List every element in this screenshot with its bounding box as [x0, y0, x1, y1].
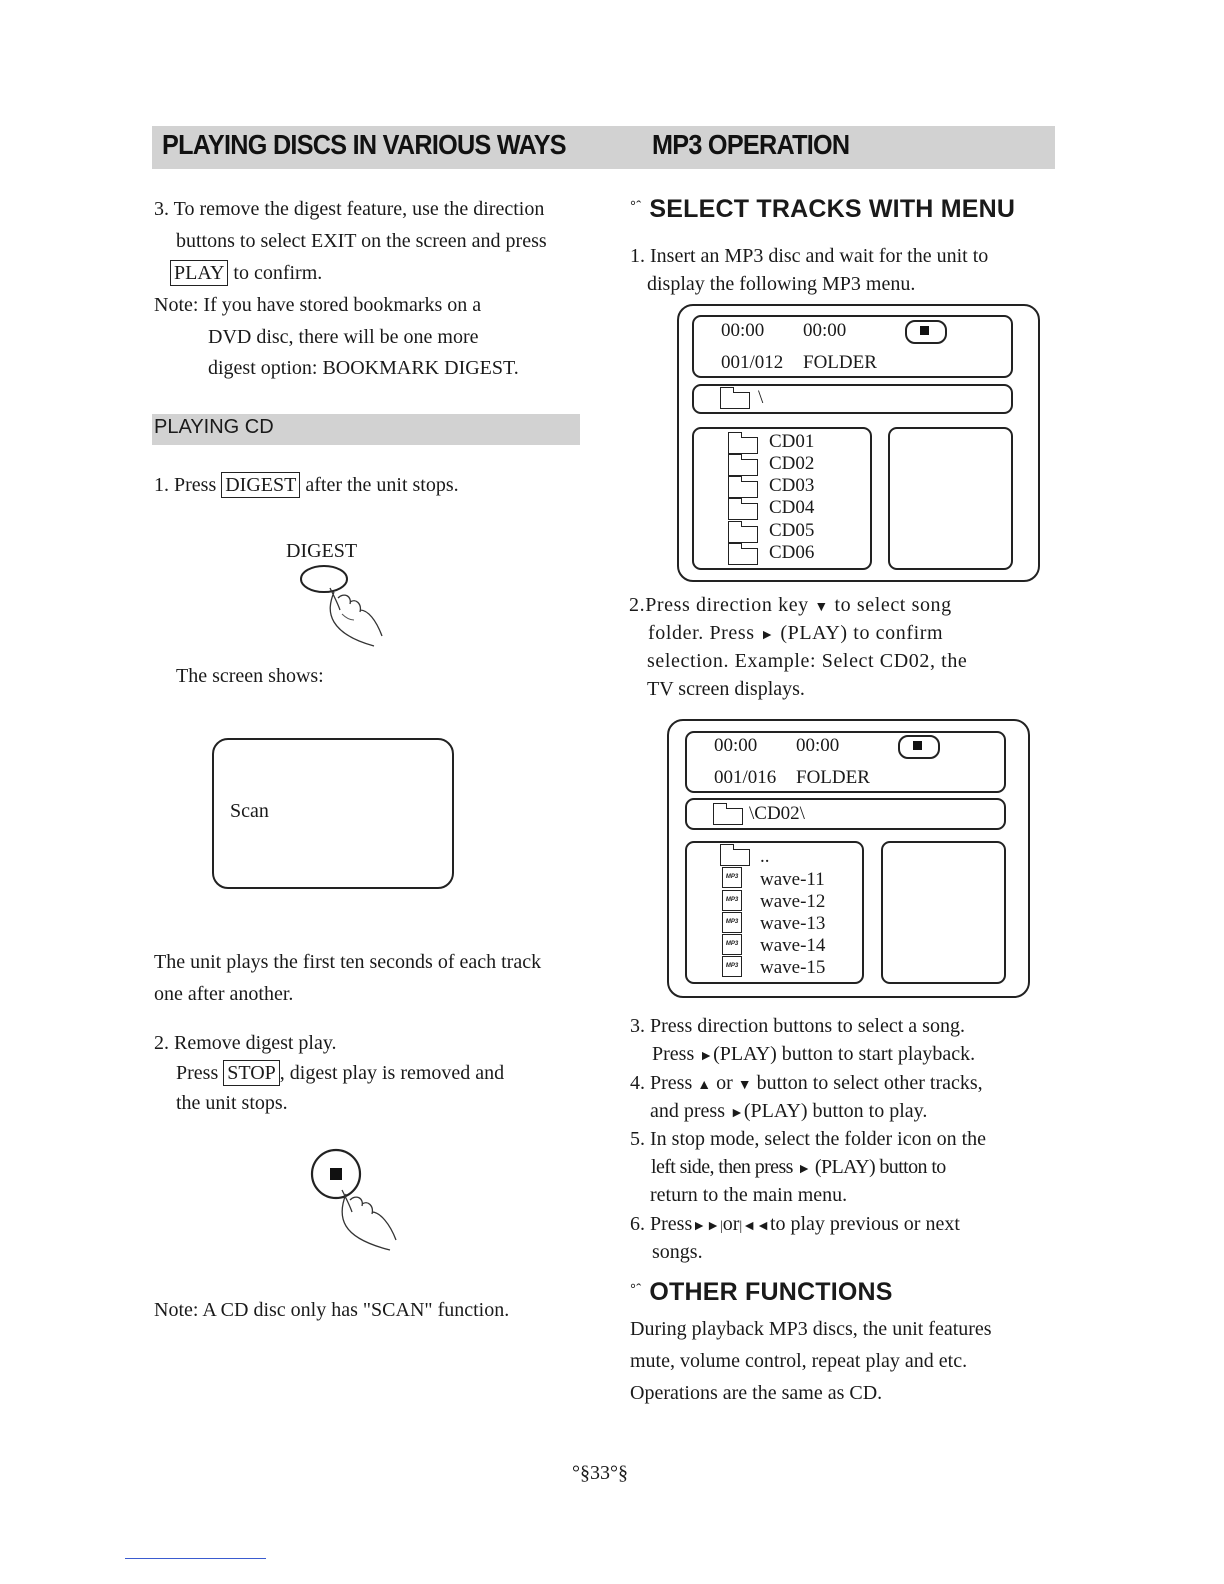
s5b-prefix: left side, then press — [651, 1156, 793, 1178]
next-track-icon: ►►| — [692, 1219, 723, 1234]
menu1-track-count: 001/012 — [721, 352, 784, 373]
parent-folder-icon — [720, 849, 750, 866]
menu1-item-cd06[interactable]: CD06 — [769, 542, 815, 563]
digest-button-label: DIGEST — [286, 540, 358, 562]
play-arrow-icon: ► — [797, 1162, 811, 1177]
mp3-file-icon: MP3 — [722, 867, 742, 888]
menu1-item-cd01[interactable]: CD01 — [769, 431, 815, 452]
step3-line1: 3. To remove the digest feature, use the direction — [154, 198, 545, 220]
down-arrow-icon: ▼ — [814, 600, 829, 615]
s4b-prefix: and press — [650, 1100, 725, 1122]
menu1-item-cd02[interactable]: CD02 — [769, 453, 815, 474]
mp3-step5-line1: 5. In stop mode, select the folder icon on the — [630, 1128, 987, 1150]
menu1-time-elapsed: 00:00 — [721, 320, 765, 341]
section-title-select-tracks — [630, 195, 1015, 224]
mp3-step2-line3: selection. Example: Select CD02, the — [647, 650, 968, 672]
mp3-step6-line2: songs. — [652, 1241, 703, 1263]
plays-text-line2: one after another. — [154, 983, 294, 1005]
menu1-item-cd04[interactable]: CD04 — [769, 497, 815, 518]
note1-line3: digest option: BOOKMARK DIGEST. — [208, 357, 519, 379]
cd-step1-suffix: after the unit stops. — [305, 474, 459, 496]
note1-line1: Note: If you have stored bookmarks on a — [154, 294, 482, 316]
s4b-suffix: (PLAY) button to play. — [743, 1100, 928, 1122]
menu2-folder-label: FOLDER — [796, 767, 870, 788]
menu2-preview-box — [881, 841, 1006, 984]
menu1-item-cd03[interactable]: CD03 — [769, 475, 815, 496]
digest-key-label: DIGEST — [221, 472, 300, 498]
mp3-step2-line1b: to select song — [834, 594, 952, 616]
s3b-suffix: (PLAY) button to start playback. — [713, 1043, 976, 1065]
other-title-text: OTHER FUNCTIONS — [649, 1278, 893, 1306]
menu1-item-cd05[interactable]: CD05 — [769, 520, 815, 541]
folder-icon — [728, 548, 758, 565]
folder-icon — [728, 459, 758, 476]
play-key-label: PLAY — [170, 260, 228, 286]
section-title-playing-cd: PLAYING CD — [154, 416, 274, 438]
step3-confirm: to confirm. — [233, 262, 323, 284]
menu2-parent-item[interactable]: .. — [760, 846, 770, 867]
other-line1: During playback MP3 discs, the unit features — [630, 1318, 992, 1340]
mp3-file-icon: MP3 — [722, 912, 742, 933]
menu2-item-wave-11[interactable]: wave-11 — [760, 869, 825, 890]
s6a-suffix: to play previous or next — [769, 1213, 960, 1235]
step2-line1: 2. Remove digest play. — [154, 1032, 337, 1054]
menu2-item-wave-13[interactable]: wave-13 — [760, 913, 826, 934]
step2-line2 — [176, 1057, 504, 1089]
mp3-step3-line1: 3. Press direction buttons to select a song. — [630, 1015, 965, 1037]
folder-icon — [728, 437, 758, 454]
play-arrow-icon: ► — [729, 1106, 744, 1121]
menu1-folder-label: FOLDER — [803, 352, 877, 373]
step3-line3 — [170, 257, 322, 289]
step2-suffix: , digest play is removed and — [279, 1062, 505, 1084]
footer-rule — [125, 1558, 266, 1559]
step2-line3: the unit stops. — [176, 1092, 288, 1114]
folder-icon — [728, 481, 758, 498]
menu1-stop-icon — [905, 320, 947, 344]
menu2-path: \CD02\ — [749, 803, 805, 824]
menu2-stop-icon — [898, 735, 940, 759]
folder-icon — [728, 526, 758, 543]
other-line3: Operations are the same as CD. — [630, 1382, 883, 1404]
mp3-file-icon: MP3 — [722, 956, 742, 977]
mp3-step2-line2b: (PLAY) to confirm — [780, 622, 944, 644]
down-arrow-icon: ▼ — [737, 1078, 752, 1093]
menu1-path: \ — [758, 387, 764, 408]
s4a-prefix: 4. Press — [630, 1072, 693, 1094]
other-line2: mute, volume control, repeat play and etc. — [630, 1350, 968, 1372]
folder-icon — [713, 808, 743, 825]
menu2-time-total: 00:00 — [796, 735, 840, 756]
cd-step1-prefix: 1. Press — [154, 474, 217, 496]
stop-key-label: STOP — [223, 1060, 280, 1086]
cd-step1 — [154, 469, 459, 501]
s4a-suffix: button to select other tracks, — [756, 1072, 983, 1094]
mp3-step2-line4: TV screen displays. — [647, 678, 805, 700]
menu2-item-wave-12[interactable]: wave-12 — [760, 891, 826, 912]
screen-shows-text: The screen shows: — [176, 665, 324, 687]
folder-icon — [728, 503, 758, 520]
mp3-step1-line1: 1. Insert an MP3 disc and wait for the unit to — [630, 245, 989, 267]
scan-screen-text: Scan — [230, 800, 269, 822]
mp3-file-icon: MP3 — [722, 890, 742, 911]
mp3-step1-line2: display the following MP3 menu. — [647, 273, 916, 295]
step3-line2: buttons to select EXIT on the screen and press — [176, 230, 547, 252]
folder-icon — [720, 392, 750, 409]
menu2-time-elapsed: 00:00 — [714, 735, 758, 756]
s4a-or: or — [716, 1072, 733, 1094]
menu2-track-count: 001/016 — [714, 767, 777, 788]
menu2-item-wave-15[interactable]: wave-15 — [760, 957, 826, 978]
menu1-time-total: 00:00 — [803, 320, 847, 341]
play-arrow-icon: ► — [760, 628, 775, 643]
up-arrow-icon: ▲ — [697, 1078, 712, 1093]
section-title-other-functions — [630, 1278, 893, 1307]
plays-text-line1: The unit plays the first ten seconds of each track — [154, 951, 542, 973]
mp3-step2-line2a: folder. Press — [648, 622, 755, 644]
mp3-step5-line3: return to the main menu. — [650, 1184, 848, 1206]
play-arrow-icon: ► — [699, 1049, 714, 1064]
page-title-right: MP3 OPERATION — [652, 129, 850, 160]
mp3-file-icon: MP3 — [722, 934, 742, 955]
note1-line2: DVD disc, there will be one more — [208, 326, 479, 348]
previous-track-icon: |◄◄ — [739, 1219, 770, 1234]
menu1-preview-box — [888, 427, 1013, 570]
bullet-glyph: °ˆ — [630, 1281, 642, 1298]
mp3-step2-line1a: 2.Press direction key — [629, 594, 809, 616]
s6a-prefix: 6. Press — [630, 1213, 693, 1235]
step2-prefix: Press — [176, 1062, 219, 1084]
note2: Note: A CD disc only has "SCAN" function. — [154, 1299, 510, 1321]
s5b-suffix: (PLAY) button to — [814, 1156, 946, 1178]
page-number: °§33°§ — [572, 1462, 628, 1484]
hand-pressing-stop-icon — [300, 1146, 420, 1256]
hand-pressing-digest-icon — [290, 562, 400, 652]
s3b-prefix: Press — [652, 1043, 695, 1065]
select-title-text: SELECT TRACKS WITH MENU — [649, 195, 1016, 223]
s6a-or: or — [722, 1213, 740, 1235]
bullet-glyph: °ˆ — [630, 198, 642, 215]
page-title-left: PLAYING DISCS IN VARIOUS WAYS — [162, 129, 566, 160]
menu2-item-wave-14[interactable]: wave-14 — [760, 935, 826, 956]
